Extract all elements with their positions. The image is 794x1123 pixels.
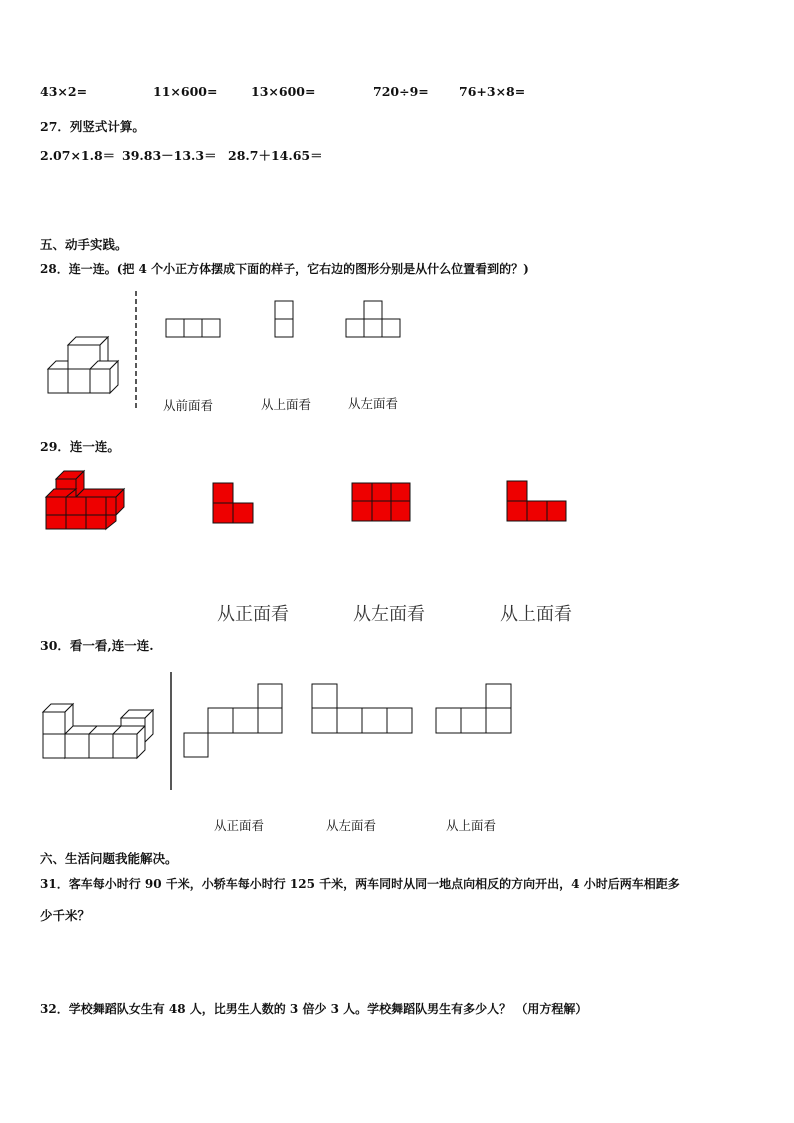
q28-view-left: [346, 301, 400, 337]
q29-view-1: [213, 483, 253, 523]
q27-title: 27．列竖式计算。: [40, 119, 145, 134]
q29-figure: [40, 465, 600, 535]
section-heading: 六、生活问题我能解决。: [40, 851, 178, 866]
q28-label: 从前面看: [163, 398, 214, 413]
q28-label: 从上面看: [261, 397, 312, 412]
q27-item: 28.7＋14.65＝: [228, 148, 323, 163]
q30-figure: [40, 668, 520, 798]
arith-item: 76+3×8=: [459, 84, 526, 99]
q30-title: 30．看一看,连一连.: [40, 638, 154, 653]
q28-view-top: [275, 301, 293, 337]
arith-item: 43×2=: [40, 84, 88, 99]
q29-title: 29．连一连。: [40, 439, 120, 454]
q30-view-2: [312, 684, 412, 733]
arith-item: 11×600=: [153, 84, 218, 99]
q29-red-isometric-cubes: [46, 471, 124, 529]
arith-item: 720÷9=: [373, 84, 429, 99]
q31-text-line1: 31．客车每小时行 90 千米，小轿车每小时行 125 千米，两车同时从同一地点向相反的方向开出，4 小时后两车相距多: [40, 877, 680, 891]
q31-text-line2: 少千米？: [40, 908, 91, 923]
q28-isometric-cubes: [48, 337, 118, 393]
q29-label: 从左面看: [353, 604, 425, 625]
q30-view-1: [184, 684, 282, 757]
q28-view-front: [166, 319, 220, 337]
q27-item: 2.07×1.8＝: [40, 148, 116, 163]
q29-label: 从正面看: [217, 604, 289, 625]
q30-label: 从上面看: [446, 818, 497, 833]
q29-label: 从上面看: [500, 604, 572, 625]
q30-label: 从正面看: [214, 818, 265, 833]
q29-view-2: [352, 483, 410, 521]
q32-text: 32．学校舞蹈队女生有 48 人，比男生人数的 3 倍少 3 人。学校舞蹈队男生有多少人？ （用方程解）: [40, 1002, 588, 1016]
q30-label: 从左面看: [326, 818, 377, 833]
section-heading: 五、动手实践。: [40, 237, 128, 252]
q27-item: 39.83－13.3＝: [122, 148, 217, 163]
arith-item: 13×600=: [251, 84, 316, 99]
q28-label: 从左面看: [348, 396, 399, 411]
q28-title: 28．连一连。(把 4 个小正方体摆成下面的样子，它右边的图形分别是从什么位置看到的？): [40, 262, 529, 276]
q30-view-3: [436, 684, 511, 733]
q29-view-3: [507, 481, 566, 521]
q30-isometric-cubes: [43, 704, 153, 758]
